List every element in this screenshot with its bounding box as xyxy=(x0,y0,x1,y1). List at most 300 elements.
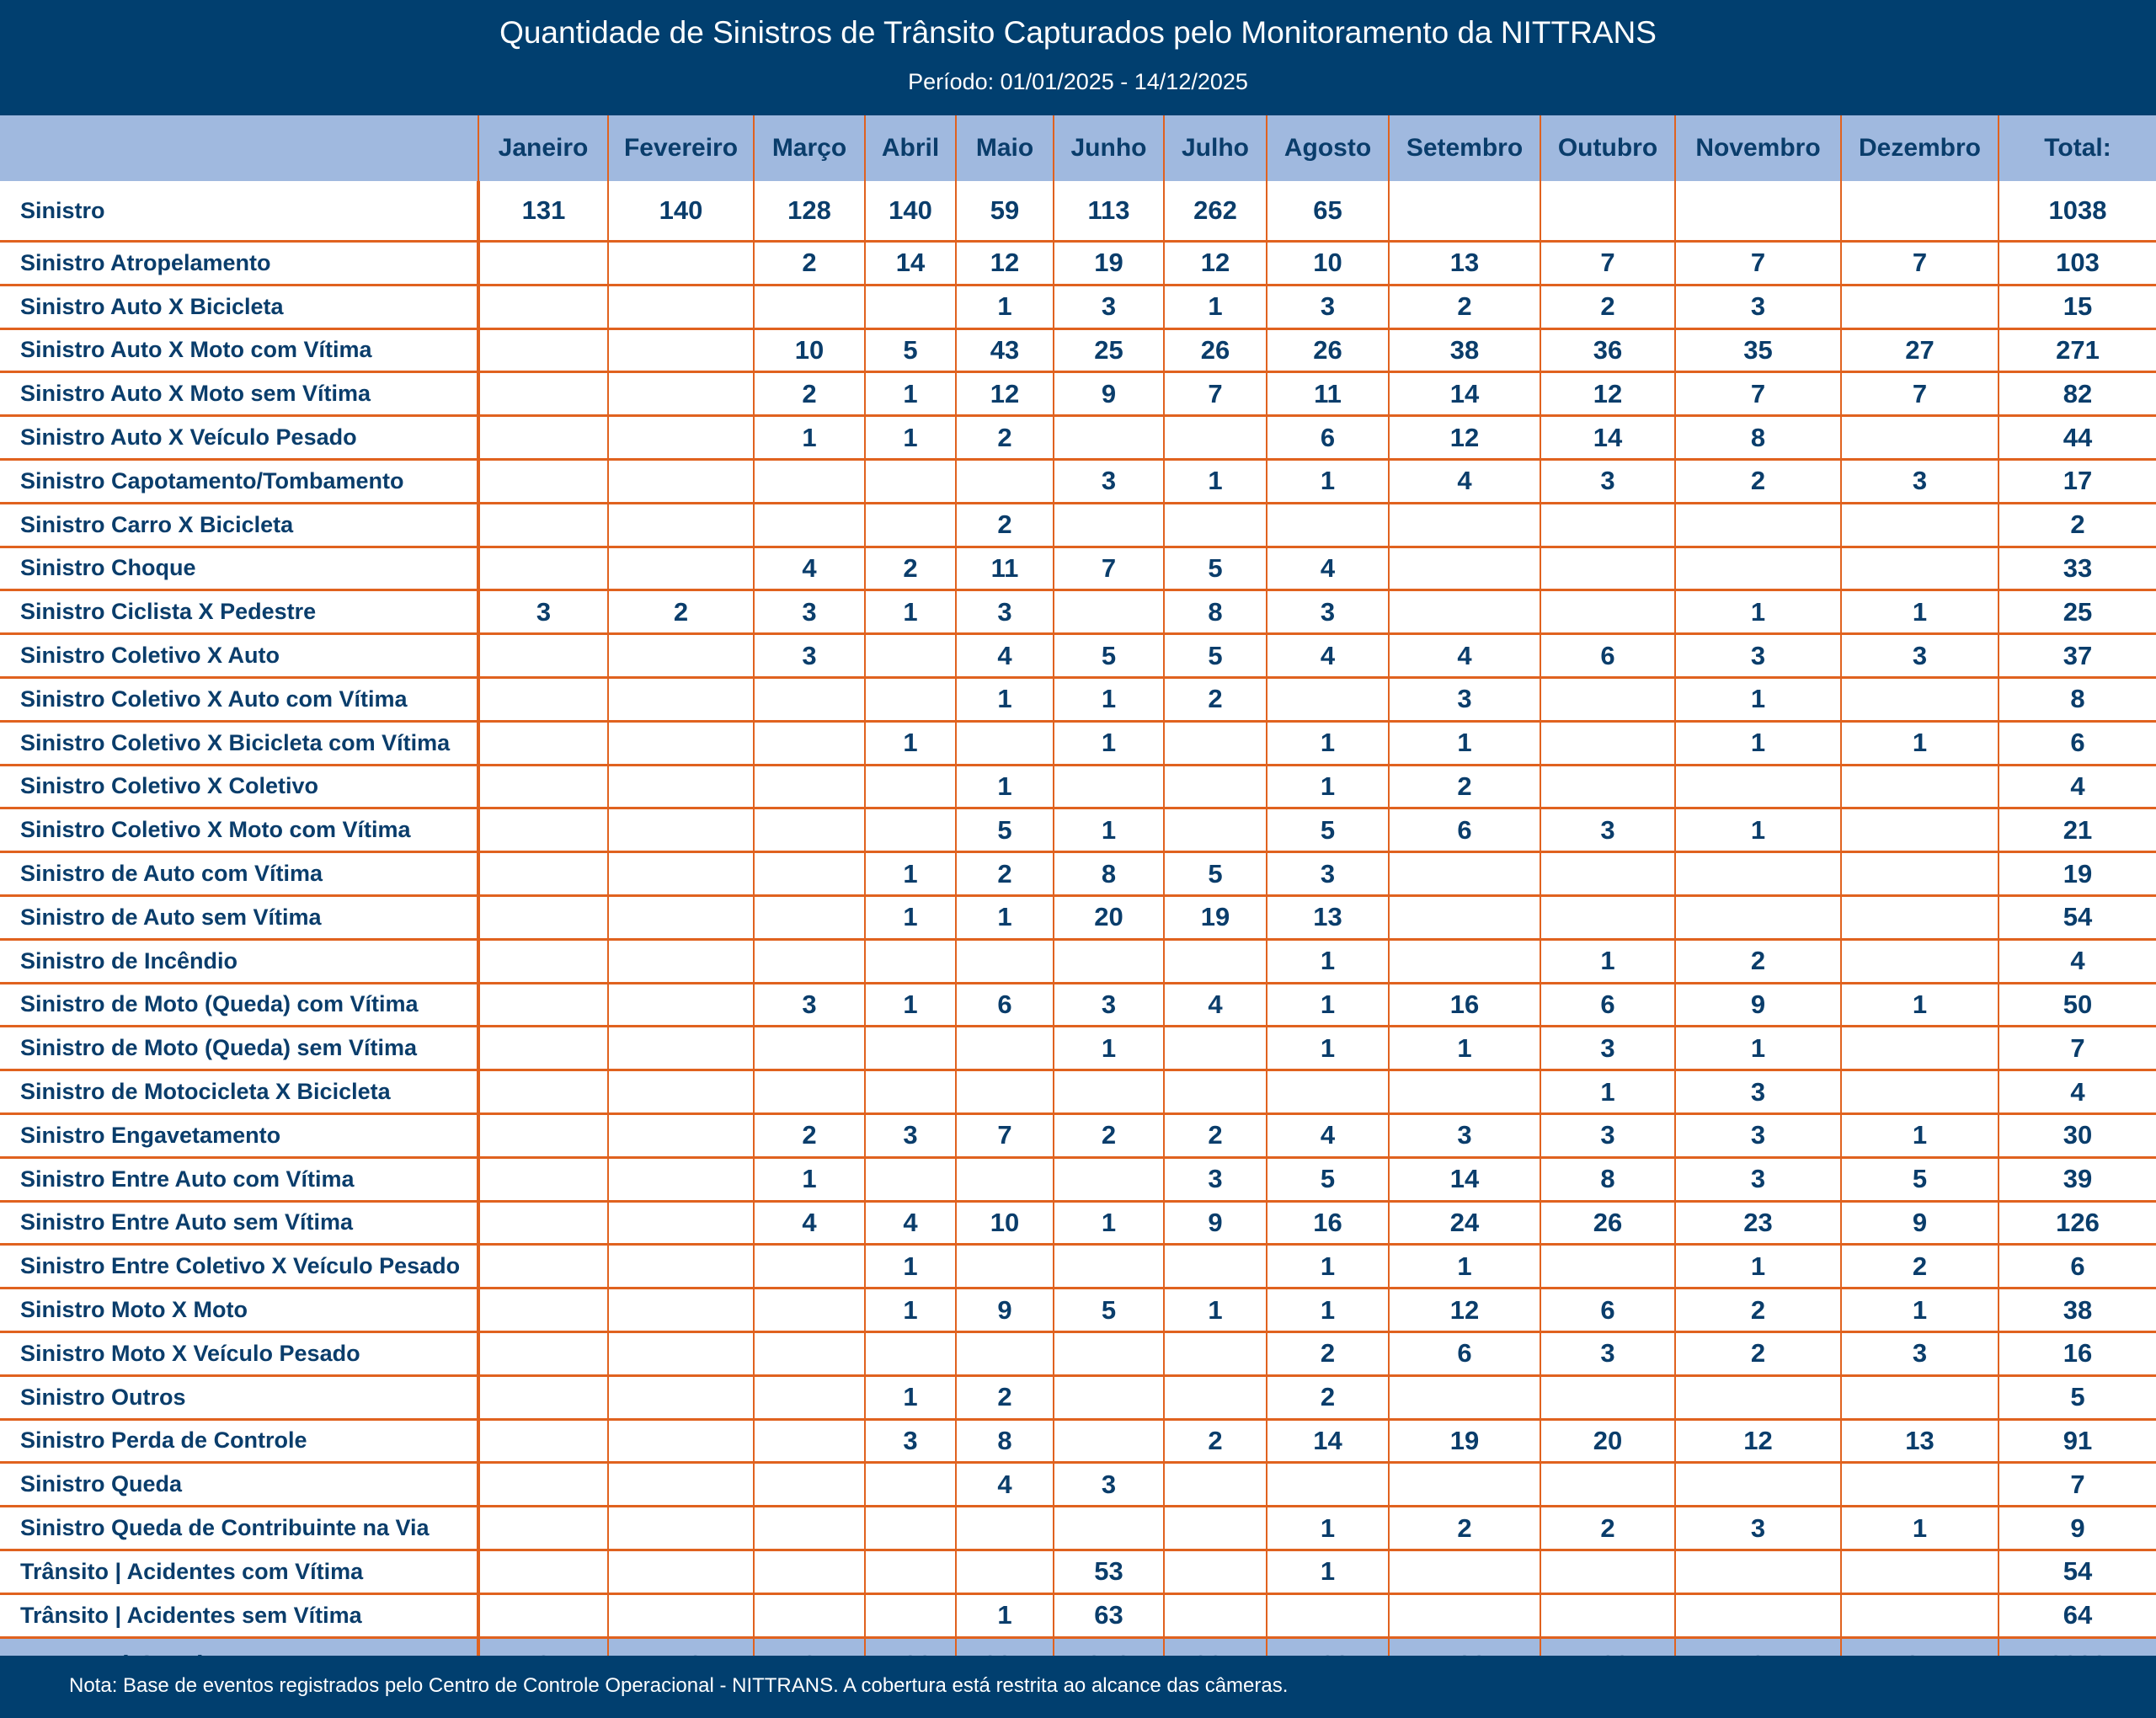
month-cell: 1 xyxy=(865,721,956,765)
month-cell: 1 xyxy=(1267,721,1389,765)
row-total-cell: 50 xyxy=(1999,983,2156,1027)
row-label: Sinistro Queda de Contribuinte na Via xyxy=(0,1507,478,1550)
row-total-cell: 7 xyxy=(1999,1027,2156,1070)
month-cell xyxy=(608,328,754,372)
month-cell: 1 xyxy=(1164,459,1267,503)
month-cell: 9 xyxy=(1054,372,1164,416)
month-cell: 38 xyxy=(1389,328,1540,372)
month-cell xyxy=(1540,1463,1675,1507)
month-cell xyxy=(1267,677,1389,721)
table-row xyxy=(0,459,2156,503)
month-cell: 2 xyxy=(956,503,1054,547)
month-cell xyxy=(478,852,608,896)
month-cell: 12 xyxy=(956,372,1054,416)
month-cell: 13 xyxy=(1841,1419,1999,1463)
month-cell xyxy=(1841,852,1999,896)
table-row xyxy=(0,808,2156,852)
table-row xyxy=(0,721,2156,765)
month-cell: 10 xyxy=(1267,242,1389,285)
month-cell xyxy=(754,503,865,547)
month-cell xyxy=(478,634,608,678)
month-cell: 2 xyxy=(1675,1331,1841,1375)
month-cell xyxy=(956,459,1054,503)
month-cell xyxy=(1267,503,1389,547)
month-cell: 23 xyxy=(1675,1201,1841,1245)
month-cell: 12 xyxy=(1164,242,1267,285)
table-row xyxy=(0,1419,2156,1463)
row-total-cell: 6 xyxy=(1999,1245,2156,1288)
row-total-cell: 17 xyxy=(1999,459,2156,503)
month-cell: 1 xyxy=(1675,1245,1841,1288)
month-cell xyxy=(1054,1331,1164,1375)
month-cell xyxy=(754,721,865,765)
month-cell xyxy=(1675,895,1841,939)
row-total-cell: 54 xyxy=(1999,1550,2156,1593)
month-cell: 1 xyxy=(1054,808,1164,852)
month-cell xyxy=(1841,1463,1999,1507)
row-label: Sinistro de Moto (Queda) com Vítima xyxy=(0,983,478,1027)
month-cell xyxy=(865,1027,956,1070)
month-cell xyxy=(478,677,608,721)
month-cell xyxy=(1540,852,1675,896)
report-footer xyxy=(0,1656,2156,1718)
month-cell: 1 xyxy=(1054,1201,1164,1245)
month-cell: 1 xyxy=(1675,808,1841,852)
column-header: Junho xyxy=(1054,115,1164,181)
row-label: Sinistro Perda de Controle xyxy=(0,1419,478,1463)
month-cell xyxy=(1054,416,1164,460)
column-header-category xyxy=(0,115,478,181)
month-cell: 19 xyxy=(1164,895,1267,939)
month-cell xyxy=(956,939,1054,983)
month-cell: 6 xyxy=(956,983,1054,1027)
month-cell: 63 xyxy=(1054,1593,1164,1637)
month-cell: 13 xyxy=(1267,895,1389,939)
row-total-cell: 64 xyxy=(1999,1593,2156,1637)
month-cell: 9 xyxy=(1841,1201,1999,1245)
month-cell: 1 xyxy=(956,765,1054,808)
row-label: Sinistro Atropelamento xyxy=(0,242,478,285)
month-cell xyxy=(865,1463,956,1507)
month-cell: 11 xyxy=(1267,372,1389,416)
month-cell xyxy=(865,285,956,328)
table-row xyxy=(0,765,2156,808)
month-cell xyxy=(1054,1245,1164,1288)
row-total-cell: 54 xyxy=(1999,895,2156,939)
row-label: Sinistro Ciclista X Pedestre xyxy=(0,590,478,634)
month-cell: 2 xyxy=(1540,1507,1675,1550)
row-total-cell: 91 xyxy=(1999,1419,2156,1463)
column-header: Março xyxy=(754,115,865,181)
month-cell: 2 xyxy=(1054,1113,1164,1157)
month-cell: 1 xyxy=(1841,1113,1999,1157)
month-cell: 4 xyxy=(1389,634,1540,678)
month-cell: 3 xyxy=(865,1113,956,1157)
row-total-cell: 126 xyxy=(1999,1201,2156,1245)
month-cell xyxy=(865,939,956,983)
row-total-cell: 44 xyxy=(1999,416,2156,460)
month-cell xyxy=(956,1550,1054,1593)
month-cell xyxy=(1540,1593,1675,1637)
month-cell: 2 xyxy=(1267,1375,1389,1419)
month-cell: 1 xyxy=(1267,1550,1389,1593)
column-header: Maio xyxy=(956,115,1054,181)
row-label: Sinistro Entre Coletivo X Veículo Pesado xyxy=(0,1245,478,1288)
month-cell xyxy=(1841,1375,1999,1419)
month-cell xyxy=(608,242,754,285)
month-cell: 7 xyxy=(1841,372,1999,416)
month-cell: 12 xyxy=(1389,416,1540,460)
month-cell xyxy=(1389,1375,1540,1419)
month-cell xyxy=(1164,1027,1267,1070)
table-row xyxy=(0,242,2156,285)
month-cell xyxy=(956,1245,1054,1288)
month-cell xyxy=(1841,503,1999,547)
month-cell: 7 xyxy=(956,1113,1054,1157)
month-cell xyxy=(1389,547,1540,590)
month-cell xyxy=(754,285,865,328)
month-cell: 1 xyxy=(1540,939,1675,983)
month-cell xyxy=(478,1419,608,1463)
month-cell xyxy=(865,634,956,678)
month-cell: 1 xyxy=(1267,1288,1389,1332)
month-cell xyxy=(608,1070,754,1114)
month-cell: 2 xyxy=(1675,459,1841,503)
month-cell: 5 xyxy=(1267,1157,1389,1201)
month-cell xyxy=(1841,1070,1999,1114)
month-cell xyxy=(478,1593,608,1637)
month-cell xyxy=(865,459,956,503)
month-cell: 3 xyxy=(1054,459,1164,503)
month-cell xyxy=(754,677,865,721)
month-cell: 3 xyxy=(1675,1113,1841,1157)
month-cell xyxy=(1841,765,1999,808)
month-cell xyxy=(1054,939,1164,983)
month-cell xyxy=(608,1550,754,1593)
month-cell xyxy=(1540,721,1675,765)
month-cell: 16 xyxy=(1389,983,1540,1027)
month-cell xyxy=(1267,1593,1389,1637)
row-total-cell: 2 xyxy=(1999,503,2156,547)
month-cell: 1 xyxy=(1267,1507,1389,1550)
month-cell xyxy=(478,983,608,1027)
row-label: Sinistro Outros xyxy=(0,1375,478,1419)
month-cell: 1 xyxy=(1675,677,1841,721)
month-cell xyxy=(1054,503,1164,547)
month-cell: 26 xyxy=(1164,328,1267,372)
month-cell: 9 xyxy=(1675,983,1841,1027)
month-cell: 8 xyxy=(1164,590,1267,634)
month-cell: 1 xyxy=(956,1593,1054,1637)
month-cell xyxy=(1164,1375,1267,1419)
row-label: Trânsito | Acidentes com Vítima xyxy=(0,1550,478,1593)
table-row xyxy=(0,372,2156,416)
month-cell xyxy=(865,1157,956,1201)
month-cell: 7 xyxy=(1164,372,1267,416)
row-label: Sinistro de Moto (Queda) sem Vítima xyxy=(0,1027,478,1070)
month-cell xyxy=(754,1331,865,1375)
month-cell: 2 xyxy=(956,1375,1054,1419)
month-cell xyxy=(956,1070,1054,1114)
row-label: Sinistro Coletivo X Auto com Vítima xyxy=(0,677,478,721)
month-cell: 59 xyxy=(956,181,1054,242)
month-cell xyxy=(865,1331,956,1375)
month-cell xyxy=(1841,181,1999,242)
month-cell: 2 xyxy=(956,416,1054,460)
month-cell xyxy=(1267,1070,1389,1114)
month-cell xyxy=(754,1507,865,1550)
table-row xyxy=(0,983,2156,1027)
month-cell: 11 xyxy=(956,547,1054,590)
report-title: Quantidade de Sinistros de Trânsito Capturados pelo Monitoramento da NITTRANS xyxy=(499,15,1657,50)
month-cell xyxy=(1164,1507,1267,1550)
table-row xyxy=(0,1027,2156,1070)
month-cell xyxy=(1675,852,1841,896)
month-cell xyxy=(1054,1157,1164,1201)
table-row xyxy=(0,634,2156,678)
month-cell: 3 xyxy=(1540,1331,1675,1375)
month-cell xyxy=(1164,1331,1267,1375)
month-cell xyxy=(1540,1245,1675,1288)
table-row xyxy=(0,547,2156,590)
month-cell: 4 xyxy=(956,1463,1054,1507)
month-cell xyxy=(1841,808,1999,852)
month-cell: 13 xyxy=(1389,242,1540,285)
column-header: Abril xyxy=(865,115,956,181)
footer-note: Nota: Base de eventos registrados pelo Centro de Controle Operacional - NITTRANS. A cobertura está restrita ao alcance das câmeras. xyxy=(69,1674,1289,1697)
month-cell: 9 xyxy=(956,1288,1054,1332)
row-total-cell: 271 xyxy=(1999,328,2156,372)
month-cell: 2 xyxy=(956,852,1054,896)
month-cell: 1 xyxy=(1841,590,1999,634)
table-row xyxy=(0,1331,2156,1375)
month-cell: 12 xyxy=(1389,1288,1540,1332)
month-cell xyxy=(1675,765,1841,808)
row-label: Sinistro Coletivo X Auto xyxy=(0,634,478,678)
month-cell xyxy=(1540,765,1675,808)
table-row xyxy=(0,1070,2156,1114)
month-cell xyxy=(478,1245,608,1288)
row-total-cell: 37 xyxy=(1999,634,2156,678)
month-cell xyxy=(1054,765,1164,808)
month-cell: 10 xyxy=(956,1201,1054,1245)
month-cell xyxy=(1675,1550,1841,1593)
month-cell xyxy=(1389,939,1540,983)
month-cell: 3 xyxy=(956,590,1054,634)
month-cell: 3 xyxy=(1054,983,1164,1027)
month-cell: 35 xyxy=(1675,328,1841,372)
month-cell: 14 xyxy=(1267,1419,1389,1463)
month-cell xyxy=(478,1463,608,1507)
row-label: Sinistro de Auto sem Vítima xyxy=(0,895,478,939)
month-cell xyxy=(1675,1593,1841,1637)
month-cell: 7 xyxy=(1675,242,1841,285)
month-cell xyxy=(1164,1245,1267,1288)
month-cell: 1 xyxy=(1841,1507,1999,1550)
month-cell: 4 xyxy=(754,1201,865,1245)
table-row xyxy=(0,590,2156,634)
month-cell: 12 xyxy=(956,242,1054,285)
month-cell xyxy=(478,547,608,590)
row-label: Sinistro Queda xyxy=(0,1463,478,1507)
month-cell: 5 xyxy=(1267,808,1389,852)
month-cell xyxy=(1675,1375,1841,1419)
row-total-cell: 5 xyxy=(1999,1375,2156,1419)
month-cell: 25 xyxy=(1054,328,1164,372)
row-total-cell: 7 xyxy=(1999,1463,2156,1507)
month-cell: 3 xyxy=(754,983,865,1027)
month-cell: 1 xyxy=(956,285,1054,328)
month-cell xyxy=(865,765,956,808)
month-cell xyxy=(865,1550,956,1593)
month-cell: 2 xyxy=(754,1113,865,1157)
month-cell xyxy=(1841,1027,1999,1070)
row-total-cell: 39 xyxy=(1999,1157,2156,1201)
month-cell: 7 xyxy=(1675,372,1841,416)
month-cell: 1 xyxy=(1841,983,1999,1027)
month-cell: 3 xyxy=(478,590,608,634)
month-cell xyxy=(608,721,754,765)
month-cell xyxy=(1389,590,1540,634)
month-cell: 3 xyxy=(1675,285,1841,328)
row-label: Sinistro Carro X Bicicleta xyxy=(0,503,478,547)
month-cell: 3 xyxy=(1164,1157,1267,1201)
month-cell: 5 xyxy=(1841,1157,1999,1201)
column-header: Fevereiro xyxy=(608,115,754,181)
month-cell: 3 xyxy=(1540,1113,1675,1157)
month-cell: 2 xyxy=(1267,1331,1389,1375)
month-cell xyxy=(1164,808,1267,852)
row-label: Sinistro Auto X Veículo Pesado xyxy=(0,416,478,460)
month-cell xyxy=(478,721,608,765)
row-total-cell: 38 xyxy=(1999,1288,2156,1332)
month-cell xyxy=(478,328,608,372)
month-cell: 1 xyxy=(1675,721,1841,765)
month-cell xyxy=(478,503,608,547)
column-header: Total: xyxy=(1999,115,2156,181)
month-cell xyxy=(478,1070,608,1114)
month-cell: 8 xyxy=(956,1419,1054,1463)
month-cell xyxy=(608,1419,754,1463)
month-cell: 128 xyxy=(754,181,865,242)
month-cell xyxy=(1164,416,1267,460)
month-cell xyxy=(608,1375,754,1419)
month-cell xyxy=(754,808,865,852)
month-cell: 3 xyxy=(1540,459,1675,503)
month-cell: 1 xyxy=(865,590,956,634)
row-total-cell: 19 xyxy=(1999,852,2156,896)
row-label: Sinistro Coletivo X Moto com Vítima xyxy=(0,808,478,852)
month-cell: 3 xyxy=(1540,808,1675,852)
table-header-row xyxy=(0,115,2156,181)
table-row xyxy=(0,1550,2156,1593)
month-cell: 2 xyxy=(1164,677,1267,721)
month-cell: 7 xyxy=(1540,242,1675,285)
report-period: Período: 01/01/2025 - 14/12/2025 xyxy=(908,69,1248,94)
month-cell: 1 xyxy=(956,677,1054,721)
month-cell xyxy=(754,1027,865,1070)
month-cell xyxy=(1841,1550,1999,1593)
month-cell: 1 xyxy=(865,1375,956,1419)
month-cell: 14 xyxy=(1540,416,1675,460)
month-cell: 1 xyxy=(1267,1027,1389,1070)
month-cell: 2 xyxy=(1389,285,1540,328)
month-cell xyxy=(608,939,754,983)
month-cell xyxy=(1164,1463,1267,1507)
month-cell: 2 xyxy=(1164,1113,1267,1157)
row-total-cell: 103 xyxy=(1999,242,2156,285)
month-cell: 1 xyxy=(754,1157,865,1201)
month-cell: 27 xyxy=(1841,328,1999,372)
month-cell: 3 xyxy=(1267,852,1389,896)
month-cell xyxy=(1841,285,1999,328)
month-cell: 16 xyxy=(1267,1201,1389,1245)
month-cell: 20 xyxy=(1054,895,1164,939)
month-cell: 5 xyxy=(956,808,1054,852)
month-cell: 2 xyxy=(865,547,956,590)
row-total-cell: 15 xyxy=(1999,285,2156,328)
month-cell: 3 xyxy=(1841,634,1999,678)
row-total-cell: 82 xyxy=(1999,372,2156,416)
month-cell xyxy=(865,677,956,721)
month-cell: 1 xyxy=(1267,765,1389,808)
row-total-cell: 21 xyxy=(1999,808,2156,852)
month-cell xyxy=(1675,1463,1841,1507)
month-cell: 1 xyxy=(865,983,956,1027)
month-cell xyxy=(478,1375,608,1419)
month-cell xyxy=(608,416,754,460)
month-cell: 9 xyxy=(1164,1201,1267,1245)
month-cell xyxy=(608,459,754,503)
month-cell: 4 xyxy=(1267,1113,1389,1157)
month-cell xyxy=(956,1507,1054,1550)
month-cell xyxy=(956,721,1054,765)
month-cell: 20 xyxy=(1540,1419,1675,1463)
table-row xyxy=(0,1157,2156,1201)
table-row xyxy=(0,895,2156,939)
row-label: Sinistro Auto X Moto com Vítima xyxy=(0,328,478,372)
table-row xyxy=(0,1375,2156,1419)
month-cell: 6 xyxy=(1540,1288,1675,1332)
month-cell xyxy=(1389,181,1540,242)
month-cell xyxy=(478,765,608,808)
month-cell: 1 xyxy=(1267,459,1389,503)
month-cell xyxy=(1389,1550,1540,1593)
month-cell xyxy=(478,1027,608,1070)
month-cell xyxy=(754,895,865,939)
month-cell xyxy=(608,1027,754,1070)
row-total-cell: 30 xyxy=(1999,1113,2156,1157)
month-cell: 4 xyxy=(865,1201,956,1245)
month-cell: 4 xyxy=(1267,634,1389,678)
month-cell: 6 xyxy=(1389,1331,1540,1375)
month-cell xyxy=(1841,416,1999,460)
month-cell xyxy=(956,1331,1054,1375)
month-cell: 6 xyxy=(1540,983,1675,1027)
month-cell xyxy=(478,808,608,852)
month-cell xyxy=(865,1070,956,1114)
month-cell xyxy=(1164,1550,1267,1593)
row-total-cell: 4 xyxy=(1999,939,2156,983)
month-cell: 3 xyxy=(1389,1113,1540,1157)
month-cell: 12 xyxy=(1675,1419,1841,1463)
month-cell xyxy=(608,808,754,852)
row-total-cell: 25 xyxy=(1999,590,2156,634)
accidents-table xyxy=(0,115,2156,1691)
month-cell xyxy=(608,1593,754,1637)
row-label: Sinistro Auto X Bicicleta xyxy=(0,285,478,328)
month-cell xyxy=(608,1507,754,1550)
